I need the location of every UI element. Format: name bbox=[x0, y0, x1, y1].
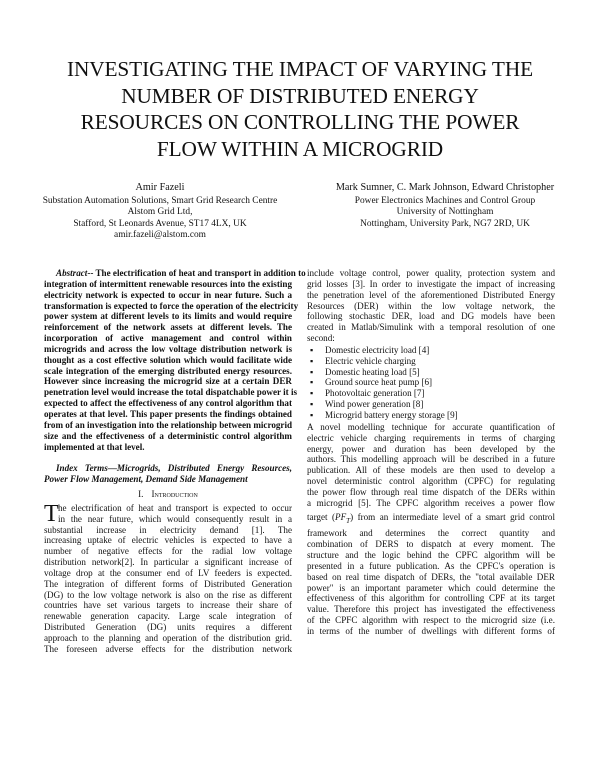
body-line: in the near future, which would consequently result in a bbox=[58, 513, 292, 524]
body-line: authors. This modelling approach will be described in a future bbox=[307, 454, 555, 465]
affiliation-line: Power Electronics Machines and Control Group bbox=[354, 195, 536, 206]
body-line: increasing uptake of electric vehicles is expected to have a bbox=[44, 535, 292, 546]
index-terms-label: Index Terms bbox=[56, 463, 108, 474]
body-line: number of negative effects for the radial low voltage bbox=[44, 546, 292, 557]
list-item: ▪ Electric vehicle charging bbox=[307, 356, 555, 367]
abstract-line: expected to affect the effectiveness of any control algorithm that bbox=[44, 398, 292, 409]
body-line: voltage drop at the consumer end of LV feeders is expected. bbox=[44, 567, 292, 578]
body-line: (DG) to the low voltage network is also on the rise as different bbox=[44, 589, 292, 600]
list-item: ▪ Domestic heating load [5] bbox=[307, 367, 555, 378]
index-terms-line: Power Flow Management, Demand Side Management bbox=[44, 474, 248, 485]
body-line: value. Therefore this project has investigated the effectiveness bbox=[307, 604, 555, 615]
body-line: second: bbox=[307, 333, 335, 344]
body-line: countries have set various targets to increase their share of bbox=[44, 600, 292, 611]
index-terms bbox=[44, 463, 292, 485]
body-line: structure and the logic behind the CPFC algorithm will be bbox=[307, 550, 555, 561]
abstract-line: reinforcement of the network assets at different levels. The bbox=[44, 322, 292, 333]
affiliation-line: Substation Automation Solutions, Smart Grid Research Centre bbox=[42, 195, 278, 206]
drop-cap: T bbox=[44, 500, 59, 527]
body-line: substantial increase in electricity demand [1]. The bbox=[44, 524, 292, 535]
body-line: he electrification of heat and transport is expected to occur bbox=[58, 502, 292, 513]
author-email: amir.fazeli@alstom.com bbox=[114, 230, 206, 241]
list-item: ▪ Photovoltaic generation [7] bbox=[307, 388, 555, 399]
abstract-line: incorporation of active management and control within bbox=[44, 333, 292, 344]
paper-title bbox=[20, 56, 580, 162]
abstract-line: integration of intermittent renewable resources into the existing bbox=[44, 278, 292, 289]
section-title: Introduction bbox=[151, 489, 198, 500]
body-line: Distributed Generation (DG) units requires a different bbox=[44, 622, 292, 633]
body-line: combination of DERS to dispatch at every moment. The bbox=[307, 539, 555, 550]
list-item: ▪ Microgrid battery energy storage [9] bbox=[307, 410, 555, 421]
abstract-line: transformation is expected to force the operation of the electricity bbox=[44, 300, 299, 311]
section-heading-introduction bbox=[44, 489, 292, 500]
title-line: RESOURCES ON CONTROLLING THE POWER bbox=[80, 110, 520, 134]
abstract-line: -- The electrification of heat and transport in addition to bbox=[87, 268, 306, 278]
body-line: framework and determines the correct quantity and bbox=[307, 528, 555, 539]
affiliation-line: Stafford, St Leonards Avenue, ST17 4LX, UK bbox=[73, 218, 247, 229]
body-line: energy, power and duration has been developed by the bbox=[307, 443, 555, 454]
body-line: following stochastic DER, load and DG models have been bbox=[307, 311, 555, 322]
body-line-with-formula: target $(PF_T)$ from an intermediate level of a smart grid control bbox=[307, 511, 555, 525]
body-line: The foreseen adverse effects for the distribution network bbox=[44, 643, 292, 654]
body-line: effectiveness of this algorithm for controlling CPF at its target bbox=[307, 593, 555, 604]
author-block-sumner bbox=[305, 182, 585, 230]
body-line: renewable generation capacity. Large scale integration of bbox=[44, 611, 292, 622]
abstract-line: penetration level would increase the total dispatchable power it is bbox=[44, 387, 298, 398]
body-line: Resources (DER) within the low voltage network, the bbox=[307, 300, 555, 311]
der-model-list bbox=[307, 345, 555, 421]
body-line: novel deterministic control algorithm (CPFC) for regulating bbox=[307, 476, 555, 487]
abstract-label: Abstract bbox=[56, 268, 88, 278]
abstract-line: scale integration of the emerging distributed energy resources. bbox=[44, 365, 292, 376]
affiliation-line: Alstom Grid Ltd, bbox=[127, 207, 193, 218]
title-line: INVESTIGATING THE IMPACT OF VARYING THE bbox=[66, 57, 534, 81]
body-line: include voltage control, power quality, protection system and bbox=[307, 268, 555, 278]
body-line: publication. All of these models are then used to develop a bbox=[307, 465, 555, 476]
list-item: ▪ Wind power generation [8] bbox=[307, 399, 555, 410]
paragraph bbox=[307, 422, 555, 637]
affiliation-line: Nottingham, University Park, NG7 2RD, UK bbox=[360, 218, 530, 229]
list-item: ▪ Ground source heat pump [6] bbox=[307, 377, 555, 388]
body-line: based on real time dispatch of DERs, the "total available DER bbox=[307, 571, 555, 582]
paragraph bbox=[307, 268, 555, 344]
body-line: grid losses [3]. In order to investigate the impact of increasing bbox=[307, 278, 555, 289]
right-column bbox=[307, 268, 555, 637]
introduction-body bbox=[44, 500, 292, 655]
index-terms-line: —Microgrids, Distributed Energy Resources, bbox=[107, 463, 292, 474]
body-line: approach to the planning and operation of the distribution grid. bbox=[44, 633, 292, 643]
abstract-line: size and the effectiveness of a deterministic control algorithm bbox=[44, 430, 292, 441]
author-name: Amir Fazeli bbox=[135, 182, 185, 193]
title-line: NUMBER OF DISTRIBUTED ENERGY bbox=[121, 83, 479, 108]
pf-target-symbol: PF bbox=[335, 511, 347, 522]
body-line: in terms of the number of dwellings with different forms of bbox=[307, 625, 555, 636]
body-line: the penetration level of the aforementioned Distributed Energy bbox=[307, 289, 555, 300]
abstract-line: operates at that level. This paper presents the findings obtained bbox=[44, 408, 292, 419]
body-line: a microgrid [5]. The CPFC algorithm receives a power flow bbox=[307, 497, 555, 508]
body-line: the power flow through real time dispatch of the DERs within bbox=[307, 486, 555, 497]
body-line: A novel modelling technique for accurate quantification of bbox=[307, 421, 555, 432]
abstract-body bbox=[44, 278, 299, 453]
abstract-line: microgrids and across the low voltage distribution network is bbox=[44, 343, 292, 354]
affiliation-line: University of Nottingham bbox=[396, 207, 494, 218]
section-number: I. bbox=[138, 489, 144, 500]
body-line: of the CPFC algorithm with respect to the microgrid size (i.e. bbox=[307, 615, 555, 626]
abstract-line: implemented at that level. bbox=[44, 441, 145, 452]
abstract-line: from of an investigation into the relationship between microgrid bbox=[44, 419, 293, 430]
body-line: electric vehicle charging requirements in terms of charging bbox=[307, 432, 555, 443]
abstract-line: However since increasing the microgrid size at a certain DER bbox=[44, 376, 292, 387]
abstract-line: power system at different levels to its limits and would require bbox=[44, 311, 292, 322]
body-line: distribution network[2]. In particular a significant increase of bbox=[44, 557, 292, 568]
abstract-line: electricity network is expected to occur in near future. Such a bbox=[44, 289, 292, 300]
author-name: Mark Sumner, C. Mark Johnson, Edward Christopher bbox=[335, 182, 555, 193]
abstract bbox=[44, 268, 306, 279]
left-column bbox=[44, 268, 306, 655]
author-block-fazeli bbox=[15, 182, 305, 242]
title-line: FLOW WITHIN A MICROGRID bbox=[156, 136, 444, 161]
body-line: created in Matlab/Simulink with a temporal resolution of one bbox=[307, 322, 555, 333]
list-item: ▪ Domestic electricity load [4] bbox=[307, 345, 555, 356]
abstract-line: thought as a cost effective solution which would facilitate wide bbox=[44, 354, 292, 365]
body-line: presented in a future publication. As the CPFC's operation is bbox=[307, 560, 555, 571]
body-line: The integration of different forms of Distributed Generation bbox=[44, 578, 292, 589]
body-line: power" is an important parameter which could determine the bbox=[307, 582, 555, 593]
